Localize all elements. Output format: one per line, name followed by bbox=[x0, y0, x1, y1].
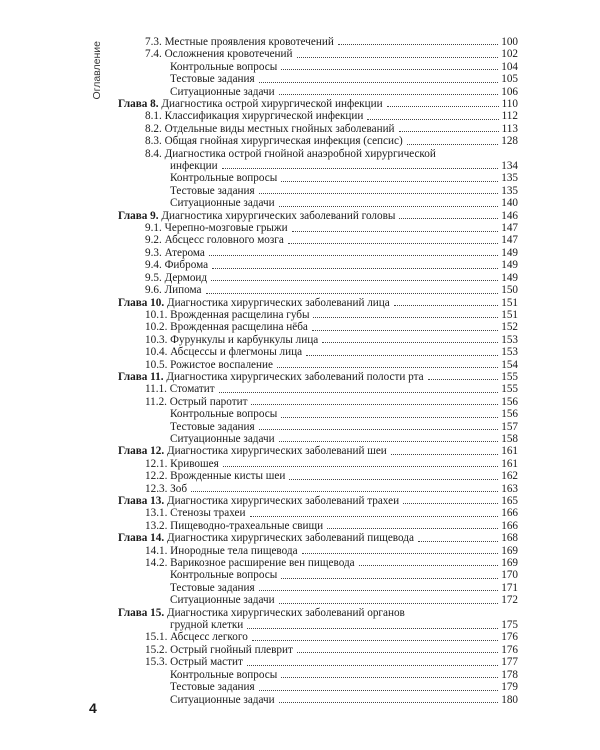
toc-page-number: 165 bbox=[501, 495, 518, 508]
dot-leader bbox=[277, 366, 498, 368]
toc-page-number: 172 bbox=[501, 594, 518, 607]
toc-entry-title bbox=[145, 483, 187, 495]
toc-page-number: 149 bbox=[501, 246, 518, 259]
toc-entry-text: 10.2. Врожденная расщелина нёба bbox=[145, 321, 308, 334]
toc-page-number: 128 bbox=[501, 135, 518, 148]
toc-page-number: 149 bbox=[501, 259, 518, 272]
toc-entry-title bbox=[170, 61, 277, 73]
toc-entry-text: 10.1. Врожденная расщелина губы bbox=[145, 308, 310, 321]
toc-entry-text: 15.2. Острый гнойный плеврит bbox=[145, 643, 293, 656]
toc-page-number: 100 bbox=[501, 35, 518, 48]
dot-leader bbox=[206, 292, 499, 294]
toc-chapter-entry[interactable] bbox=[118, 210, 518, 222]
toc-entry-text: 9.5. Дермоид bbox=[145, 271, 208, 284]
toc-page-number: 169 bbox=[501, 557, 518, 570]
toc-entry-text: 12.3. Зоб bbox=[145, 482, 188, 495]
toc-page-number: 105 bbox=[501, 73, 518, 86]
toc-entry[interactable] bbox=[118, 433, 518, 445]
toc-entry[interactable] bbox=[118, 594, 518, 606]
dot-leader bbox=[322, 341, 498, 343]
toc-entry[interactable] bbox=[118, 458, 518, 470]
toc-entry-text: инфекции bbox=[170, 160, 218, 173]
toc-entry-text: Тестовые задания bbox=[170, 681, 255, 694]
toc-entry[interactable] bbox=[118, 396, 518, 408]
toc-entry-title bbox=[145, 458, 219, 470]
toc-page-number: 151 bbox=[501, 296, 518, 309]
dot-leader bbox=[302, 552, 499, 554]
toc-entry-title bbox=[170, 86, 275, 98]
toc-entry-text: Ситуационные задачи bbox=[170, 197, 275, 210]
dot-leader bbox=[281, 577, 498, 579]
dot-leader bbox=[279, 205, 499, 207]
toc-page-number: 149 bbox=[501, 271, 518, 284]
toc-entry-title bbox=[170, 594, 275, 606]
toc-entry[interactable] bbox=[118, 235, 518, 247]
dot-leader bbox=[281, 416, 498, 418]
toc-page-number: 151 bbox=[501, 308, 518, 321]
toc-page-number: 102 bbox=[501, 48, 518, 61]
toc-page-number: 163 bbox=[501, 482, 518, 495]
chapter-prefix: Глава 11. bbox=[118, 370, 164, 383]
dot-leader bbox=[281, 180, 498, 182]
toc-entry-text: 14.1. Инородные тела пищевода bbox=[145, 544, 298, 557]
toc-entry-title bbox=[118, 445, 387, 457]
toc-entry[interactable] bbox=[118, 123, 518, 135]
dot-leader bbox=[259, 192, 499, 194]
toc-entry-title bbox=[170, 172, 277, 184]
toc-page-number: 161 bbox=[501, 457, 518, 470]
toc-entry-text: Ситуационные задачи bbox=[170, 594, 275, 607]
dot-leader bbox=[209, 254, 498, 256]
toc-page-number: 146 bbox=[501, 209, 518, 222]
toc-entry-title bbox=[145, 272, 207, 284]
toc-page-number: 162 bbox=[501, 470, 518, 483]
dot-leader bbox=[279, 701, 499, 703]
toc-entry-title bbox=[170, 582, 255, 594]
toc-entry-text: Тестовые задания bbox=[170, 184, 255, 197]
toc-chapter-entry[interactable] bbox=[118, 445, 518, 457]
toc-page-number: 156 bbox=[501, 395, 518, 408]
toc-entry-text: Диагностика хирургических заболеваний головы bbox=[161, 209, 396, 222]
toc-chapter-entry[interactable] bbox=[118, 98, 518, 110]
toc-entry-title bbox=[170, 185, 255, 197]
toc-page-number: 135 bbox=[501, 172, 518, 185]
toc-entry-title bbox=[170, 619, 243, 631]
dot-leader bbox=[279, 440, 499, 442]
toc-page-number: 176 bbox=[501, 631, 518, 644]
toc-entry[interactable] bbox=[118, 557, 518, 569]
toc-entry-title bbox=[145, 123, 395, 135]
toc-entry-text: 14.2. Варикозное расширение вен пищевода bbox=[145, 557, 355, 570]
dot-leader bbox=[394, 304, 498, 306]
toc-entry[interactable] bbox=[118, 61, 518, 73]
toc-page-number: 157 bbox=[501, 420, 518, 433]
toc-page-number: 152 bbox=[501, 321, 518, 334]
toc-page-number: 175 bbox=[501, 619, 518, 632]
toc-entry-title bbox=[118, 371, 424, 383]
toc-entry-text: Контрольные вопросы bbox=[170, 172, 278, 185]
chapter-prefix: Глава 15. bbox=[118, 606, 165, 619]
toc-entry-text: Ситуационные задачи bbox=[170, 693, 275, 706]
toc-entry-text: 13.2. Пищеводно-трахеальные свищи bbox=[145, 519, 324, 532]
toc-entry[interactable] bbox=[118, 656, 518, 668]
toc-entry[interactable] bbox=[118, 483, 518, 495]
toc-entry-title bbox=[145, 234, 284, 246]
toc-entry-text: 11.2. Острый паротит bbox=[145, 395, 248, 408]
dot-leader bbox=[338, 43, 498, 45]
toc-entry-text: Тестовые задания bbox=[170, 581, 255, 594]
dot-leader bbox=[399, 130, 499, 132]
toc-entry-title bbox=[170, 408, 277, 420]
dot-leader bbox=[407, 143, 499, 145]
toc-entry-title bbox=[170, 433, 275, 445]
toc-page-number: 106 bbox=[501, 85, 518, 98]
toc-entry-title bbox=[145, 48, 293, 60]
toc-entry-title bbox=[145, 557, 355, 569]
toc-entry-title bbox=[145, 631, 248, 643]
toc-entry-title bbox=[118, 607, 405, 619]
dot-leader bbox=[191, 490, 498, 492]
toc-entry-text: 11.1. Стоматит bbox=[145, 383, 215, 396]
dot-leader bbox=[288, 242, 498, 244]
toc-page-number: 135 bbox=[501, 184, 518, 197]
toc-entry-title bbox=[145, 520, 323, 532]
toc-entry-title bbox=[170, 197, 275, 209]
dot-leader bbox=[327, 527, 498, 529]
toc-page-number: 161 bbox=[501, 445, 518, 458]
toc-entry[interactable] bbox=[118, 569, 518, 581]
toc-entry-title bbox=[145, 359, 273, 371]
toc-entry-title bbox=[170, 421, 255, 433]
toc-entry-text: Диагностика хирургических заболеваний органов bbox=[166, 606, 405, 619]
toc-entry-text: Ситуационные задачи bbox=[170, 432, 275, 445]
chapter-prefix: Глава 10. bbox=[118, 296, 165, 309]
dot-leader bbox=[259, 689, 499, 691]
toc-page-number: 147 bbox=[501, 222, 518, 235]
toc-entry[interactable] bbox=[118, 408, 518, 420]
toc-entry-title bbox=[145, 222, 288, 234]
toc-page-number: 179 bbox=[501, 681, 518, 694]
toc-page-number: 155 bbox=[501, 383, 518, 396]
toc-entry[interactable] bbox=[118, 334, 518, 346]
toc-page-number: 177 bbox=[501, 656, 518, 669]
toc-entry[interactable] bbox=[118, 321, 518, 333]
toc-entry[interactable] bbox=[118, 309, 518, 321]
toc-entry-text: Диагностика хирургических заболеваний лица bbox=[166, 296, 390, 309]
chapter-prefix: Глава 12. bbox=[118, 445, 165, 458]
toc-chapter-entry[interactable] bbox=[118, 607, 518, 619]
toc-entry[interactable] bbox=[118, 86, 518, 98]
dot-leader bbox=[292, 230, 499, 232]
toc-entry-text: Контрольные вопросы bbox=[170, 569, 278, 582]
toc-entry-text: 15.3. Острый мастит bbox=[145, 656, 243, 669]
dot-leader bbox=[219, 391, 499, 393]
toc-page-number: 113 bbox=[501, 122, 518, 135]
dot-leader bbox=[313, 316, 498, 318]
toc-entry[interactable] bbox=[118, 172, 518, 184]
toc-chapter-entry[interactable] bbox=[118, 371, 518, 383]
toc-entry-title bbox=[145, 259, 208, 271]
dot-leader bbox=[297, 56, 499, 58]
toc-entry[interactable] bbox=[118, 272, 518, 284]
toc-entry-text: Контрольные вопросы bbox=[170, 668, 278, 681]
dot-leader bbox=[279, 93, 499, 95]
toc-entry[interactable] bbox=[118, 520, 518, 532]
dot-leader bbox=[428, 378, 499, 380]
toc-entry-text: 8.1. Классификация хирургической инфекции bbox=[145, 110, 364, 123]
toc-entry[interactable] bbox=[118, 222, 518, 234]
toc-entry-title bbox=[170, 694, 275, 706]
toc-entry-title bbox=[170, 569, 277, 581]
toc-page-number: 110 bbox=[501, 98, 518, 111]
toc-entry-text: Контрольные вопросы bbox=[170, 408, 278, 421]
dot-leader bbox=[289, 478, 498, 480]
running-header-text: Оглавление bbox=[91, 41, 103, 100]
toc-entry-title bbox=[145, 110, 363, 122]
toc-entry-title bbox=[145, 396, 247, 408]
toc-entry-text: 13.1. Стенозы трахеи bbox=[145, 507, 246, 520]
dot-leader bbox=[367, 118, 498, 120]
chapter-prefix: Глава 9. bbox=[118, 209, 159, 222]
toc-entry[interactable] bbox=[118, 346, 518, 358]
toc-page-number: 147 bbox=[501, 234, 518, 247]
toc-entry[interactable] bbox=[118, 632, 518, 644]
toc-entry-title bbox=[118, 98, 383, 110]
toc-page-number: 154 bbox=[501, 358, 518, 371]
toc-page-number: 153 bbox=[501, 346, 518, 359]
toc-entry-title bbox=[145, 309, 309, 321]
toc-entry-title bbox=[145, 545, 298, 557]
chapter-prefix: Глава 13. bbox=[118, 495, 165, 508]
dot-leader bbox=[281, 68, 498, 70]
toc-entry-text: 12.1. Кривошея bbox=[145, 457, 219, 470]
dot-leader bbox=[279, 602, 499, 604]
chapter-prefix: Глава 14. bbox=[118, 532, 165, 545]
toc-entry[interactable] bbox=[118, 48, 518, 60]
toc-entry[interactable] bbox=[118, 110, 518, 122]
toc-entry-title bbox=[118, 532, 414, 544]
toc-entry-title bbox=[145, 247, 205, 259]
dot-leader bbox=[222, 167, 499, 169]
toc-entry-text: Диагностика хирургических заболеваний шеи bbox=[166, 445, 387, 458]
dot-leader bbox=[247, 664, 498, 666]
dot-leader bbox=[297, 651, 498, 653]
toc-page-number: 171 bbox=[501, 581, 518, 594]
toc-page-number: 166 bbox=[501, 507, 518, 520]
toc-entry-title bbox=[170, 681, 255, 693]
toc-entry-title bbox=[145, 284, 202, 296]
dot-leader bbox=[212, 267, 498, 269]
toc-entry[interactable] bbox=[118, 421, 518, 433]
toc-entry-title bbox=[118, 297, 390, 309]
toc-entry-text: 9.2. Абсцесс головного мозга bbox=[145, 234, 284, 247]
toc-entry-text: Контрольные вопросы bbox=[170, 60, 278, 73]
toc-page-number: 166 bbox=[501, 519, 518, 532]
toc-entry[interactable] bbox=[118, 359, 518, 371]
dot-leader bbox=[259, 428, 499, 430]
toc-entry[interactable] bbox=[118, 185, 518, 197]
toc-entry-title bbox=[145, 36, 334, 48]
toc-entry-text: 8.4. Диагностика острой гнойной анаэробной хирургической bbox=[145, 147, 436, 160]
dot-leader bbox=[259, 81, 499, 83]
dot-leader bbox=[399, 217, 498, 219]
toc-entry[interactable] bbox=[118, 507, 518, 519]
toc-page-number: 155 bbox=[501, 370, 518, 383]
toc-chapter-entry[interactable] bbox=[118, 297, 518, 309]
toc-page-number: 134 bbox=[501, 160, 518, 173]
toc-entry-text: 10.4. Абсцессы и флегмоны лица bbox=[145, 346, 303, 359]
dot-leader bbox=[252, 639, 498, 641]
toc-entry[interactable] bbox=[118, 644, 518, 656]
toc-entry[interactable] bbox=[118, 470, 518, 482]
toc-page-number: 170 bbox=[501, 569, 518, 582]
toc-entry-text: 12.2. Врожденные кисты шеи bbox=[145, 470, 286, 483]
toc-entry-title bbox=[170, 669, 277, 681]
toc-entry-title bbox=[145, 470, 285, 482]
toc-entry[interactable] bbox=[118, 383, 518, 395]
toc-entry-title bbox=[145, 507, 246, 519]
toc-entry[interactable] bbox=[118, 148, 518, 160]
toc-entry-text: 9.6. Липома bbox=[145, 284, 202, 297]
toc-page-number: 104 bbox=[501, 60, 518, 73]
toc-entry-text: 7.3. Местные проявления кровотечений bbox=[145, 35, 334, 48]
toc-entry-title bbox=[170, 73, 255, 85]
toc-page-number: 169 bbox=[501, 544, 518, 557]
dot-leader bbox=[247, 627, 498, 629]
toc-page-number: 140 bbox=[501, 197, 518, 210]
toc-entry-text: 9.3. Атерома bbox=[145, 246, 205, 259]
toc-entry-text: Диагностика острой хирургической инфекции bbox=[161, 98, 383, 111]
toc-entry-title bbox=[145, 334, 318, 346]
toc-chapter-entry[interactable] bbox=[118, 495, 518, 507]
toc-page-number: 156 bbox=[501, 408, 518, 421]
toc-entry-title bbox=[145, 346, 302, 358]
toc-entry[interactable] bbox=[118, 73, 518, 85]
toc-page-number: 180 bbox=[501, 693, 518, 706]
dot-leader bbox=[223, 465, 498, 467]
chapter-prefix: Глава 8. bbox=[118, 98, 159, 111]
toc-entry[interactable] bbox=[118, 582, 518, 594]
toc-entry[interactable] bbox=[118, 36, 518, 48]
toc-entry-text: 10.5. Рожистое воспаление bbox=[145, 358, 273, 371]
toc-entry-text: 15.1. Абсцесс легкого bbox=[145, 631, 248, 644]
toc-entry-text: Тестовые задания bbox=[170, 420, 255, 433]
page-number: 4 bbox=[89, 700, 97, 716]
dot-leader bbox=[359, 564, 499, 566]
toc-entry-text: грудной клетки bbox=[170, 619, 244, 632]
toc-entry-text: 9.4. Фиброма bbox=[145, 259, 209, 272]
toc-entry[interactable] bbox=[118, 259, 518, 271]
toc-entry[interactable] bbox=[118, 694, 518, 706]
toc-page-number: 176 bbox=[501, 643, 518, 656]
dot-leader bbox=[251, 403, 498, 405]
toc-entry-title bbox=[118, 210, 395, 222]
toc-entry[interactable] bbox=[118, 681, 518, 693]
toc-entry-title bbox=[145, 644, 293, 656]
dot-leader bbox=[418, 540, 498, 542]
toc-entry-text: 7.4. Осложнения кровотечений bbox=[145, 48, 293, 61]
toc-entry-title bbox=[145, 135, 403, 147]
toc-entry[interactable] bbox=[118, 160, 518, 172]
toc-entry[interactable] bbox=[118, 545, 518, 557]
toc-entry-title bbox=[118, 495, 399, 507]
toc-entry[interactable] bbox=[118, 284, 518, 296]
toc-entry-text: Диагностика хирургических заболеваний трахеи bbox=[166, 495, 400, 508]
toc-entry-text: Тестовые задания bbox=[170, 73, 255, 86]
toc-entry-title bbox=[145, 383, 215, 395]
dot-leader bbox=[281, 676, 498, 678]
toc-entry[interactable] bbox=[118, 197, 518, 209]
dot-leader bbox=[306, 354, 498, 356]
dot-leader bbox=[387, 105, 499, 107]
toc-entry[interactable] bbox=[118, 669, 518, 681]
toc-page-number: 168 bbox=[501, 532, 518, 545]
dot-leader bbox=[403, 502, 498, 504]
toc-entry-title bbox=[145, 148, 436, 160]
toc-entry-text: Диагностика хирургических заболеваний полости рта bbox=[166, 370, 424, 383]
toc-entry-title bbox=[145, 656, 243, 668]
toc-entry-title bbox=[170, 160, 218, 172]
toc-entry-text: Диагностика хирургических заболеваний пищевода bbox=[166, 532, 414, 545]
table-of-contents bbox=[118, 36, 518, 706]
dot-leader bbox=[391, 453, 498, 455]
toc-entry[interactable] bbox=[118, 619, 518, 631]
toc-entry-text: 8.2. Отдельные виды местных гнойных заболеваний bbox=[145, 122, 395, 135]
toc-entry-title bbox=[145, 321, 308, 333]
toc-page-number: 112 bbox=[501, 110, 518, 123]
toc-entry-text: Ситуационные задачи bbox=[170, 85, 275, 98]
toc-entry-text: 8.3. Общая гнойная хирургическая инфекция (сепсис) bbox=[145, 135, 403, 148]
dot-leader bbox=[250, 515, 499, 517]
toc-page-number: 150 bbox=[501, 284, 518, 297]
toc-page-number: 153 bbox=[501, 333, 518, 346]
toc-entry[interactable] bbox=[118, 247, 518, 259]
toc-entry[interactable] bbox=[118, 135, 518, 147]
toc-entry-text: 9.1. Черепно-мозговые грыжи bbox=[145, 222, 288, 235]
toc-entry-text: 10.3. Фурункулы и карбункулы лица bbox=[145, 333, 319, 346]
toc-page-number: 178 bbox=[501, 668, 518, 681]
dot-leader bbox=[312, 329, 498, 331]
dot-leader bbox=[259, 589, 499, 591]
toc-page-number: 158 bbox=[501, 432, 518, 445]
dot-leader bbox=[211, 279, 498, 281]
toc-chapter-entry[interactable] bbox=[118, 532, 518, 544]
running-header bbox=[90, 40, 104, 100]
